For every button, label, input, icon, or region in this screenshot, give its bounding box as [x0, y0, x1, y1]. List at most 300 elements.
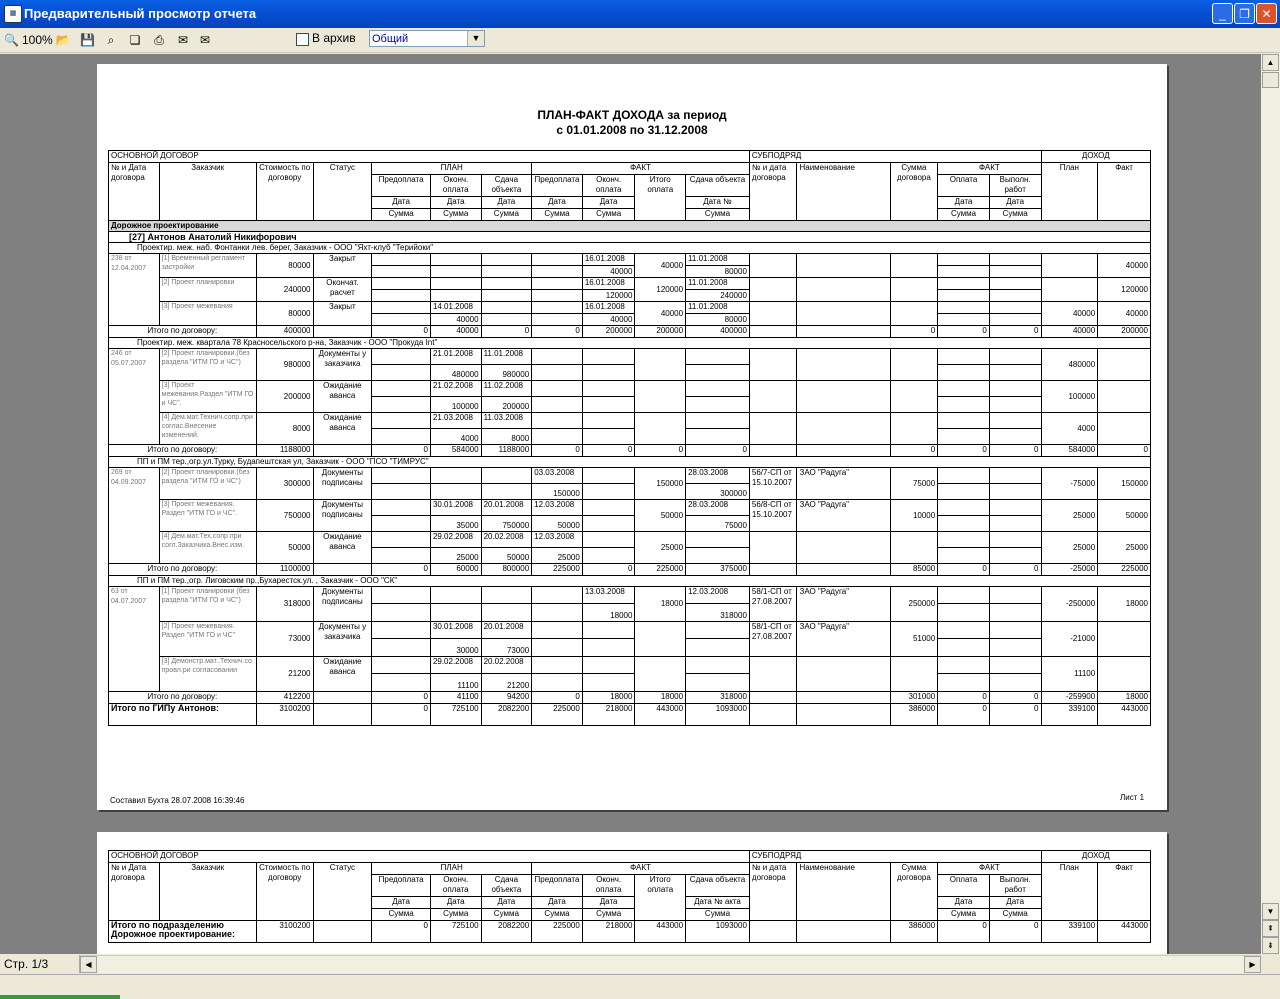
header-sum: Сумма	[430, 209, 481, 221]
fact-handover-date	[686, 657, 750, 674]
plan-fact-date	[532, 622, 583, 639]
sub-name: ЗАО "Радуга"	[797, 468, 890, 500]
plan-fact-date	[532, 302, 583, 314]
header-date-no: Дата № акта	[686, 897, 750, 909]
plan-fact-date: 13.03.2008	[582, 587, 635, 604]
plan-fact-sum: 980000	[481, 365, 532, 381]
income-fact: 150000	[1098, 468, 1151, 500]
mail-open-icon[interactable]: ✉	[199, 33, 211, 47]
preview-area[interactable]	[0, 54, 1261, 954]
sub-contract-number: 56/8-СП от 15.10.2007	[749, 500, 797, 532]
header-sub-works: Выполн. работ	[989, 875, 1041, 897]
window-title: Предварительный просмотр отчета	[24, 6, 257, 21]
plan-fact-sum	[481, 266, 532, 278]
header-sub-fact: ФАКТ	[938, 163, 1041, 175]
table-cell	[989, 429, 1041, 445]
plan-fact-date	[532, 349, 583, 365]
plan-fact-sum	[582, 548, 635, 564]
sub-name	[797, 302, 890, 326]
close-button[interactable]: ✕	[1256, 3, 1277, 24]
plan-fact-date	[430, 468, 481, 484]
plan-fact-date	[430, 254, 481, 266]
find-icon[interactable]: ⌕	[107, 33, 115, 47]
total-pp: 0	[372, 326, 431, 338]
income-plan: -250000	[1041, 587, 1098, 622]
plan-fact-date: 11.02.2008	[481, 381, 532, 397]
total-label: Итого по договору:	[109, 564, 257, 576]
header-subcontract: СУБПОДРЯД	[749, 151, 1041, 163]
plan-fact-sum	[372, 674, 431, 692]
table-cell	[989, 314, 1041, 326]
fact-total: 40000	[635, 302, 686, 326]
header-sum: Сумма	[372, 209, 431, 221]
sub-name: ЗАО "Радуга"	[797, 587, 890, 622]
header-prepay: Предоплата	[532, 875, 583, 897]
total-income-fact: 200000	[1098, 326, 1151, 338]
sub-contract-number	[749, 657, 797, 692]
plan-fact-date	[372, 302, 431, 314]
total-income-fact: 18000	[1098, 692, 1151, 704]
item-status: Документы подписаны	[313, 500, 372, 532]
sub-contract-number	[749, 278, 797, 302]
contract-title: ПП и ПМ тер.,огр.ул.Турку, Будапештская ул, Заказчик - ООО "ПСО "ТИМРУС"	[109, 457, 1151, 468]
item-status: Ожидание аванса	[313, 657, 372, 692]
report-type-select[interactable]	[369, 30, 485, 47]
sub-payment	[938, 500, 990, 516]
income-plan	[1041, 278, 1098, 302]
plan-fact-date	[582, 468, 635, 484]
plan-fact-date	[372, 468, 431, 484]
total-fp: 225000	[532, 564, 583, 576]
header-income: ДОХОД	[1041, 151, 1151, 163]
total-fo: 725100	[430, 921, 481, 943]
open-folder-icon[interactable]: 📂	[55, 33, 71, 47]
header-cost: Стоимость по договору	[256, 863, 313, 921]
item-status: Документы у заказчика	[313, 622, 372, 657]
sub-sum	[890, 254, 938, 278]
item-name: [2] Проект межевания. Раздел "ИТМ ГО и ЧС"	[159, 622, 256, 657]
plan-fact-sum	[430, 290, 481, 302]
fact-total	[635, 622, 686, 657]
sub-works	[989, 349, 1041, 365]
plan-fact-date: 30.01.2008	[430, 500, 481, 516]
table-cell	[797, 692, 890, 704]
plan-fact-sum: 73000	[481, 639, 532, 657]
header-sum: Сумма	[686, 909, 750, 921]
plan-fact-sum	[481, 314, 532, 326]
total-status	[313, 692, 372, 704]
header-sub-payment: Оплата	[938, 175, 990, 197]
table-cell	[938, 429, 990, 445]
scroll-up-icon[interactable]: ▲	[1262, 54, 1279, 71]
total-hd: 1188000	[481, 445, 532, 457]
table-cell	[749, 445, 797, 457]
fact-total	[635, 657, 686, 692]
plan-fact-date: 20.01.2008	[481, 622, 532, 639]
plan-fact-sum	[532, 365, 583, 381]
plan-fact-date	[372, 622, 431, 639]
plan-fact-sum	[430, 266, 481, 278]
table-cell	[797, 445, 890, 457]
fact-total: 120000	[635, 278, 686, 302]
total-sub-payment: 0	[938, 921, 990, 943]
item-cost: 318000	[256, 587, 313, 622]
item-name: [3] Демонстр.мат..Технич.со провл.ри согласовании	[159, 657, 256, 692]
plan-fact-sum	[582, 674, 635, 692]
fact-total	[635, 413, 686, 445]
table-cell	[938, 604, 990, 622]
plan-fact-date	[372, 278, 431, 290]
table-cell	[989, 674, 1041, 692]
chevron-down-icon[interactable]: ▼	[467, 31, 484, 46]
fact-handover-date	[686, 413, 750, 429]
header-date: Дата	[430, 197, 481, 209]
total-income-plan: 339100	[1041, 704, 1098, 726]
total-ftot: 18000	[635, 692, 686, 704]
plan-fact-sum	[481, 604, 532, 622]
total-fh: 1093000	[686, 704, 750, 726]
total-status	[313, 445, 372, 457]
item-name: [3] Проект межевания.Раздел "ИТМ ГО и ЧС".	[159, 381, 256, 413]
header-sum: Сумма	[582, 909, 635, 921]
header-date: Дата	[481, 897, 532, 909]
total-income-fact: 0	[1098, 445, 1151, 457]
plan-fact-date: 21.02.2008	[430, 381, 481, 397]
total-sub-works: 0	[989, 564, 1041, 576]
print-icon[interactable]: ⎙	[154, 33, 164, 47]
plan-fact-sum	[582, 365, 635, 381]
income-plan: 480000	[1041, 349, 1098, 381]
income-plan: 11100	[1041, 657, 1098, 692]
scroll-right-icon[interactable]: ▶	[1244, 956, 1261, 973]
header-fact: ФАКТ	[532, 163, 750, 175]
table-cell	[938, 516, 990, 532]
plan-fact-sum: 21200	[481, 674, 532, 692]
plan-fact-date	[481, 254, 532, 266]
header-sub-number: № и дата договора	[749, 163, 797, 221]
income-fact	[1098, 657, 1151, 692]
income-fact	[1098, 622, 1151, 657]
item-name: [2] Проект планировки	[159, 278, 256, 302]
item-cost: 980000	[256, 349, 313, 381]
total-status	[313, 326, 372, 338]
plan-fact-sum: 25000	[532, 548, 583, 564]
scroll-down-icon[interactable]: ▼	[1262, 903, 1279, 920]
header-sum: Сумма	[938, 909, 990, 921]
plan-fact-sum	[372, 516, 431, 532]
plan-fact-sum: 35000	[430, 516, 481, 532]
plan-fact-date: 29.02.2008	[430, 532, 481, 548]
zoom-icon[interactable]: 🔍	[4, 33, 19, 47]
sub-works	[989, 254, 1041, 266]
header-status: Статус	[313, 863, 372, 921]
total-income-fact: 225000	[1098, 564, 1151, 576]
plan-fact-sum	[481, 290, 532, 302]
total-hd: 2082200	[481, 921, 532, 943]
header-plan: ПЛАН	[372, 863, 532, 875]
plan-fact-date: 14.01.2008	[430, 302, 481, 314]
plan-fact-sum: 40000	[430, 314, 481, 326]
total-income-plan: 584000	[1041, 445, 1098, 457]
fact-handover-sum: 300000	[686, 484, 750, 500]
total-sub-sum: 0	[890, 326, 938, 338]
table-cell	[938, 397, 990, 413]
total-sub-works: 0	[989, 692, 1041, 704]
table-cell	[989, 548, 1041, 564]
report-page-1	[97, 64, 1167, 810]
fact-handover-sum: 80000	[686, 266, 750, 278]
total-hd: 2082200	[481, 704, 532, 726]
total-sub-works: 0	[989, 326, 1041, 338]
total-fp: 0	[532, 326, 583, 338]
total-hd: 800000	[481, 564, 532, 576]
total-income-fact: 443000	[1098, 704, 1151, 726]
plan-fact-date	[372, 254, 431, 266]
sub-name	[797, 532, 890, 564]
table-cell	[938, 290, 990, 302]
income-plan: 40000	[1041, 302, 1098, 326]
plan-fact-sum	[372, 266, 431, 278]
vertical-scrollbar[interactable]	[1261, 54, 1280, 954]
plan-fact-sum	[372, 365, 431, 381]
total-fo: 41100	[430, 692, 481, 704]
total-fh: 1093000	[686, 921, 750, 943]
total-pp: 0	[372, 564, 431, 576]
sub-contract-number: 58/1-СП от 27.08.2007	[749, 587, 797, 622]
plan-fact-sum: 50000	[481, 548, 532, 564]
sub-works	[989, 302, 1041, 314]
sub-name	[797, 254, 890, 278]
header-handover: Сдача объекта	[481, 875, 532, 897]
table-cell	[749, 704, 797, 726]
total-cost: 400000	[256, 326, 313, 338]
total-fo: 60000	[430, 564, 481, 576]
sub-name: ЗАО "Радуга"	[797, 500, 890, 532]
plan-fact-date	[372, 349, 431, 365]
table-cell	[797, 921, 890, 943]
fact-handover-sum: 80000	[686, 314, 750, 326]
archive-checkbox[interactable]	[296, 33, 309, 46]
report-period: с 01.01.2008 по 31.12.2008	[556, 123, 708, 137]
sub-payment	[938, 381, 990, 397]
total-sub-payment: 0	[938, 692, 990, 704]
header-customer: Заказчик	[159, 163, 256, 221]
header-sub-name: Наименование	[797, 163, 890, 221]
item-name: [3] Проект межевания. Раздел "ИТМ ГО и ЧС".	[159, 500, 256, 532]
income-plan: -75000	[1041, 468, 1098, 500]
header-date: Дата	[938, 197, 990, 209]
minimize-button[interactable]: _	[1212, 3, 1233, 24]
sub-contract-number	[749, 254, 797, 278]
scroll-left-icon[interactable]: ◀	[80, 956, 97, 973]
header-final: Оконч. оплата	[430, 175, 481, 197]
total-ftot: 0	[635, 445, 686, 457]
plan-fact-sum	[481, 484, 532, 500]
total-ff: 0	[582, 564, 635, 576]
sub-payment	[938, 532, 990, 548]
total-label: Итого по договору:	[109, 326, 257, 338]
fact-total: 150000	[635, 468, 686, 500]
sub-works	[989, 278, 1041, 290]
plan-fact-sum: 30000	[430, 639, 481, 657]
plan-fact-sum	[532, 266, 583, 278]
plan-fact-date	[532, 278, 583, 290]
sub-payment	[938, 413, 990, 429]
total-cost: 3100200	[256, 704, 313, 726]
title-bar	[0, 0, 1280, 28]
plan-fact-sum	[532, 290, 583, 302]
item-name: [1] Временный регламент застройки	[159, 254, 256, 278]
total-cost: 1188000	[256, 445, 313, 457]
contract-title: Проектир. меж. квартала 78 Красносельского р-на, Заказчик - ООО "Прокуда Int"	[109, 338, 1151, 349]
fact-handover-sum	[686, 674, 750, 692]
header-sum: Сумма	[938, 209, 990, 221]
total-sub-sum: 0	[890, 445, 938, 457]
header-fact: ФАКТ	[532, 863, 750, 875]
item-status: Ожидание аванса	[313, 413, 372, 445]
plan-fact-date: 16.01.2008	[582, 278, 635, 290]
save-icon[interactable]: 💾	[80, 33, 95, 47]
plan-fact-sum	[372, 639, 431, 657]
plan-fact-sum	[430, 604, 481, 622]
table-cell	[989, 365, 1041, 381]
copy-icon[interactable]: ❏	[129, 33, 141, 47]
fact-handover-sum	[686, 397, 750, 413]
plan-fact-sum: 480000	[430, 365, 481, 381]
total-fo: 40000	[430, 326, 481, 338]
page-up-icon[interactable]: ⇞	[1262, 920, 1279, 937]
total-income-plan: 339100	[1041, 921, 1098, 943]
plan-fact-date	[372, 657, 431, 674]
item-cost: 50000	[256, 532, 313, 564]
sub-payment	[938, 254, 990, 266]
plan-fact-date	[481, 278, 532, 290]
item-name: [3] Проект межевания	[159, 302, 256, 326]
header-date: Дата	[938, 897, 990, 909]
header-customer: Заказчик	[159, 863, 256, 921]
header-income-plan: План	[1041, 863, 1098, 921]
header-cost: Стоимость по договору	[256, 163, 313, 221]
plan-fact-date	[372, 381, 431, 397]
table-cell	[989, 516, 1041, 532]
plan-fact-sum: 750000	[481, 516, 532, 532]
contract-number: 63 от 04.07.2007	[109, 587, 160, 692]
total-pp: 0	[372, 445, 431, 457]
plan-fact-sum: 50000	[532, 516, 583, 532]
plan-fact-date: 11.03.2008	[481, 413, 532, 429]
header-sub-number: № и дата договора	[749, 863, 797, 921]
plan-fact-sum	[532, 639, 583, 657]
header-fact-handover: Сдача объекта	[686, 175, 750, 197]
sub-contract-number	[749, 381, 797, 413]
header-total-paid: Итого оплата	[635, 175, 686, 221]
plan-fact-date	[372, 587, 431, 604]
sub-sum: 250000	[890, 587, 938, 622]
plan-fact-sum: 100000	[430, 397, 481, 413]
header-sum: Сумма	[582, 209, 635, 221]
plan-fact-date	[582, 349, 635, 365]
zoom-level[interactable]: 100%	[22, 33, 53, 47]
sub-contract-number: 56/7-СП от 15.10.2007	[749, 468, 797, 500]
fact-handover-date	[686, 349, 750, 365]
header-date: Дата	[532, 197, 583, 209]
scroll-thumb[interactable]	[1262, 72, 1279, 88]
plan-fact-date	[582, 500, 635, 516]
fact-handover-date	[686, 532, 750, 548]
plan-fact-sum	[372, 484, 431, 500]
fact-handover-date: 28.03.2008	[686, 468, 750, 484]
item-status: Ожидание аванса	[313, 381, 372, 413]
item-cost: 240000	[256, 278, 313, 302]
plan-fact-sum: 25000	[430, 548, 481, 564]
total-sub-sum: 386000	[890, 704, 938, 726]
income-fact: 40000	[1098, 254, 1151, 278]
plan-fact-sum	[582, 484, 635, 500]
total-ff: 200000	[582, 326, 635, 338]
sub-payment	[938, 302, 990, 314]
total-sub-sum: 301000	[890, 692, 938, 704]
app-icon: ▦	[4, 5, 22, 23]
item-name: [4] Дем.мат.Технич.сопр.при соглас.Внесение изменений.	[159, 413, 256, 445]
header-date: Дата	[430, 897, 481, 909]
header-sub-sum: Сумма договора	[890, 863, 938, 921]
horizontal-scrollbar[interactable]	[80, 955, 1261, 973]
header-sum: Сумма	[372, 909, 431, 921]
report-page-2	[97, 832, 1167, 954]
sub-name	[797, 349, 890, 381]
table-cell	[938, 266, 990, 278]
total-label: Итого по договору:	[109, 445, 257, 457]
fact-total: 40000	[635, 254, 686, 278]
plan-fact-sum	[372, 548, 431, 564]
plan-fact-date	[430, 587, 481, 604]
item-status: Документы у заказчика	[313, 349, 372, 381]
report-table-page-2	[108, 850, 1151, 943]
plan-fact-sum	[582, 516, 635, 532]
plan-fact-date: 12.03.2008	[532, 532, 583, 548]
sub-sum	[890, 349, 938, 381]
total-fo: 725100	[430, 704, 481, 726]
page-down-icon[interactable]: ⇟	[1262, 937, 1279, 954]
total-ff: 0	[582, 445, 635, 457]
fact-handover-sum: 240000	[686, 290, 750, 302]
sub-works	[989, 587, 1041, 604]
income-plan: 25000	[1041, 500, 1098, 532]
contract-number: 238 от 12.04.2007	[109, 254, 160, 326]
fact-handover-date: 11.01.2008	[686, 254, 750, 266]
contract-number: 269 от 04.09.2007	[109, 468, 160, 564]
table-cell	[797, 704, 890, 726]
total-hd: 0	[481, 326, 532, 338]
item-status: Окончат. расчет	[313, 278, 372, 302]
total-sub-payment: 0	[938, 326, 990, 338]
sub-works	[989, 622, 1041, 639]
fact-handover-sum	[686, 365, 750, 381]
total-pp: 0	[372, 692, 431, 704]
income-fact	[1098, 349, 1151, 381]
plan-fact-date	[481, 468, 532, 484]
total-income-fact: 443000	[1098, 921, 1151, 943]
total-fh: 318000	[686, 692, 750, 704]
maximize-button[interactable]: ❐	[1234, 3, 1255, 24]
mail-icon[interactable]: ✉	[177, 33, 189, 47]
table-cell	[797, 564, 890, 576]
header-date-no: Дата №	[686, 197, 750, 209]
total-label: Итого по подразделению Дорожное проектирование:	[109, 921, 257, 943]
plan-fact-sum	[372, 429, 431, 445]
plan-fact-date	[372, 532, 431, 548]
item-name: [4] Дем.мат.Тех.сопр.при согл.Заказчика.Внес.изм.	[159, 532, 256, 564]
